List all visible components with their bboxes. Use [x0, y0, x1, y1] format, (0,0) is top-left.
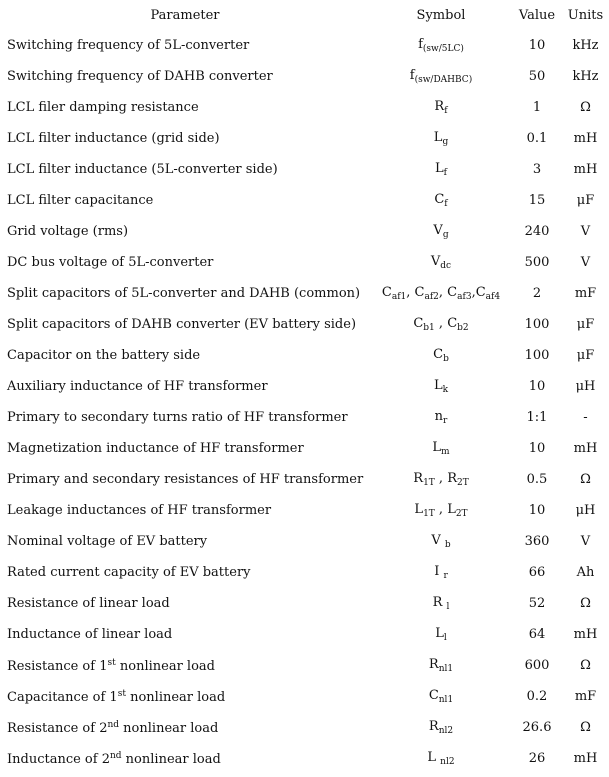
value-cell: 10	[528, 441, 546, 456]
table-row	[0, 681, 609, 712]
parameter-cell	[0, 681, 370, 712]
value-cell: 50	[528, 69, 546, 84]
symbol-base: f	[409, 68, 415, 83]
symbol-base: L	[432, 440, 442, 455]
symbol-subscript: af1	[391, 292, 407, 302]
unit-cell: Ω	[580, 658, 591, 673]
symbol-cell	[370, 92, 512, 123]
symbol-subscript: nl2	[438, 726, 454, 736]
value-cell: 66	[528, 565, 546, 580]
parameter-cell	[0, 619, 370, 650]
table-row	[0, 123, 609, 154]
symbol-cell	[370, 247, 512, 278]
symbol-base: , C	[438, 285, 458, 300]
parameter-text: Rated current capacity of EV battery	[7, 565, 251, 580]
symbol-base: C	[413, 316, 424, 331]
unit-cell: Ω	[580, 720, 591, 735]
value-cell: 3	[532, 162, 542, 177]
table-row	[0, 30, 609, 61]
value-cell: 0.5	[526, 472, 548, 487]
unit-cell: kHz	[572, 38, 599, 53]
symbol-cell	[370, 743, 512, 774]
parameter-text: DC bus voltage of 5L-converter	[7, 255, 214, 270]
symbol-subscript: k	[442, 385, 449, 395]
symbol-base: V	[433, 223, 443, 238]
header-value: Value	[518, 7, 556, 23]
table-row	[0, 278, 609, 309]
parameter-cell	[0, 247, 370, 278]
table-row	[0, 495, 609, 526]
header-symbol: Symbol	[416, 7, 466, 23]
value-cell: 100	[524, 317, 550, 332]
value-cell: 10	[528, 38, 546, 53]
value-cell: 10	[528, 379, 546, 394]
parameter-cell	[0, 402, 370, 433]
parameter-cell	[0, 154, 370, 185]
ordinal-suffix: nd	[109, 750, 122, 761]
symbol-base: L	[427, 750, 441, 765]
parameter-cell	[0, 743, 370, 774]
parameter-cell	[0, 557, 370, 588]
symbol-cell	[370, 619, 512, 650]
symbol-subscript: l	[446, 602, 450, 612]
parameter-cell	[0, 309, 370, 340]
parameter-text: Resistance of linear load	[7, 596, 170, 611]
table-row	[0, 464, 609, 495]
parameter-text: LCL filter inductance (5L-converter side)	[7, 162, 278, 177]
value-cell: 240	[524, 224, 550, 239]
value-cell: 64	[528, 627, 546, 642]
symbol-subscript: (sw/5LC)	[422, 44, 464, 54]
parameter-text: nonlinear load	[115, 658, 215, 674]
symbol-cell	[370, 154, 512, 185]
symbol-subscript: 2T	[456, 478, 469, 488]
symbol-subscript: 2T	[455, 509, 468, 519]
value-cell: 10	[528, 503, 546, 518]
symbol-base: V	[430, 254, 441, 269]
symbol-cell	[370, 309, 512, 340]
table-row	[0, 650, 609, 681]
symbol-cell	[370, 402, 512, 433]
ordinal-suffix: st	[117, 688, 126, 699]
symbol-cell	[370, 433, 512, 464]
header-parameter: Parameter	[150, 7, 220, 23]
symbol-cell	[370, 650, 512, 681]
symbol-subscript: g	[442, 230, 449, 240]
unit-cell: mF	[574, 689, 597, 704]
parameter-text: LCL filter capacitance	[7, 193, 154, 208]
value-cell: 26	[528, 751, 546, 766]
symbol-subscript: f	[443, 168, 447, 178]
table-row	[0, 247, 609, 278]
table-row	[0, 309, 609, 340]
symbol-subscript: f	[444, 106, 448, 116]
header-row	[0, 0, 609, 30]
unit-cell: mH	[573, 441, 598, 456]
table-body	[0, 30, 609, 774]
symbol-subscript: m	[441, 447, 450, 457]
symbol-cell	[370, 464, 512, 495]
symbol-base: L	[435, 161, 444, 176]
parameter-text: Primary to secondary turns ratio of HF transformer	[7, 410, 348, 425]
parameter-cell	[0, 433, 370, 464]
parameter-text: Capacitance of 1	[7, 689, 118, 705]
unit-cell: Ω	[580, 100, 591, 115]
parameter-cell	[0, 464, 370, 495]
symbol-subscript: l	[443, 633, 447, 643]
parameter-cell	[0, 712, 370, 743]
symbol-base: R	[434, 99, 445, 114]
unit-cell: μF	[576, 348, 595, 363]
symbol-base: I	[434, 564, 444, 579]
ordinal-suffix: st	[107, 657, 116, 668]
parameter-cell	[0, 340, 370, 371]
symbol-subscript: 1T	[423, 509, 435, 519]
unit-cell: μF	[576, 317, 595, 332]
table-row	[0, 588, 609, 619]
table-row	[0, 92, 609, 123]
symbol-subscript: f	[444, 199, 448, 209]
parameter-text: Leakage inductances of HF transformer	[7, 503, 272, 518]
parameter-cell	[0, 278, 370, 309]
value-cell: 500	[524, 255, 550, 270]
parameter-cell	[0, 92, 370, 123]
symbol-subscript: (sw/DAHBC)	[414, 75, 473, 85]
symbol-base: n	[434, 409, 444, 424]
value-cell: 1	[532, 100, 542, 115]
value-cell: 2	[532, 286, 542, 301]
unit-cell: mH	[573, 162, 598, 177]
symbol-base: R	[428, 719, 439, 734]
symbol-cell	[370, 278, 512, 309]
unit-cell: mH	[573, 627, 598, 642]
symbol-base: , R	[434, 471, 457, 486]
symbol-base: R	[432, 595, 447, 610]
symbol-cell	[370, 557, 512, 588]
value-cell: 0.2	[526, 689, 548, 704]
parameter-text: Nominal voltage of EV battery	[7, 534, 208, 549]
parameter-text: LCL filer damping resistance	[7, 100, 199, 115]
symbol-cell	[370, 123, 512, 154]
parameter-text: nonlinear load	[119, 720, 219, 736]
parameter-text: Resistance of 1	[7, 658, 108, 674]
ordinal-suffix: nd	[107, 719, 120, 730]
parameter-text: Switching frequency of 5L-converter	[7, 38, 250, 53]
symbol-cell	[370, 216, 512, 247]
symbol-base: C	[428, 688, 439, 703]
symbol-cell	[370, 371, 512, 402]
parameter-cell	[0, 650, 370, 681]
symbol-subscript: b	[444, 540, 451, 550]
table-row	[0, 619, 609, 650]
symbol-base: L	[433, 378, 443, 393]
parameter-cell	[0, 61, 370, 92]
value-cell: 1:1	[526, 410, 548, 425]
parameter-cell	[0, 588, 370, 619]
symbol-base: f	[418, 37, 423, 52]
symbol-cell	[370, 712, 512, 743]
parameter-text: Magnetization inductance of HF transformer	[7, 441, 304, 456]
unit-cell: V	[580, 534, 591, 549]
symbol-cell	[370, 340, 512, 371]
parameter-text: Split capacitors of DAHB converter (EV battery side)	[7, 317, 357, 332]
unit-cell: mF	[574, 286, 597, 301]
symbol-subscript: r	[443, 571, 448, 581]
table-row	[0, 216, 609, 247]
symbol-subscript: nl1	[438, 664, 454, 674]
symbol-subscript: 1T	[423, 478, 435, 488]
symbol-cell	[370, 185, 512, 216]
parameter-text: Capacitor on the battery side	[7, 348, 201, 363]
parameter-text: Inductance of linear load	[7, 627, 173, 642]
parameter-cell	[0, 526, 370, 557]
unit-cell: Ω	[580, 596, 591, 611]
table-row	[0, 371, 609, 402]
parameter-cell	[0, 216, 370, 247]
symbol-subscript: b	[443, 354, 449, 364]
unit-cell: kHz	[572, 69, 599, 84]
unit-cell: μF	[576, 193, 595, 208]
parameter-text: Switching frequency of DAHB converter	[7, 69, 273, 84]
symbol-subscript: g	[442, 137, 449, 147]
symbol-subscript: af3	[457, 292, 472, 302]
symbol-base: L	[435, 626, 444, 641]
table-row	[0, 712, 609, 743]
parameter-cell	[0, 30, 370, 61]
value-cell: 100	[524, 348, 550, 363]
table-row	[0, 526, 609, 557]
unit-cell: -	[583, 410, 588, 425]
table-row	[0, 61, 609, 92]
symbol-base: C	[433, 347, 444, 362]
parameter-cell	[0, 123, 370, 154]
symbol-base: C	[381, 285, 392, 300]
parameter-text: Resistance of 2	[7, 720, 108, 736]
parameter-text: Grid voltage (rms)	[7, 224, 129, 239]
table-row	[0, 433, 609, 464]
parameter-text: Auxiliary inductance of HF transformer	[7, 379, 268, 394]
value-cell: 0.1	[526, 131, 548, 146]
parameter-text: Inductance of 2	[7, 751, 110, 767]
table-row	[0, 185, 609, 216]
table-row	[0, 402, 609, 433]
parameter-cell	[0, 185, 370, 216]
symbol-subscript: nl1	[438, 695, 454, 705]
unit-cell: Ω	[580, 472, 591, 487]
symbol-subscript: b1	[423, 323, 435, 333]
symbol-base: R	[428, 657, 439, 672]
symbol-subscript: af4	[485, 292, 501, 302]
parameter-text: LCL filter inductance (grid side)	[7, 131, 220, 146]
unit-cell: mH	[573, 131, 598, 146]
symbol-cell	[370, 588, 512, 619]
symbol-cell	[370, 30, 512, 61]
symbol-subscript: b2	[457, 323, 469, 333]
value-cell: 15	[528, 193, 546, 208]
symbol-subscript: r	[443, 416, 448, 426]
symbol-base: , L	[434, 502, 456, 517]
parameter-text: Primary and secondary resistances of HF transformer	[7, 472, 364, 487]
table-row	[0, 154, 609, 185]
symbol-base: , C	[406, 285, 425, 300]
symbol-base: R	[413, 471, 424, 486]
symbol-base: L	[433, 130, 443, 145]
symbol-base: L	[414, 502, 424, 517]
header-units: Units	[567, 7, 604, 23]
parameter-cell	[0, 495, 370, 526]
unit-cell: μH	[575, 379, 596, 394]
symbol-cell	[370, 526, 512, 557]
symbol-base: , C	[434, 316, 458, 331]
unit-cell: μH	[575, 503, 596, 518]
symbol-subscript: af2	[424, 292, 439, 302]
symbol-subscript: dc	[440, 261, 452, 271]
parameter-text: nonlinear load	[125, 689, 226, 705]
parameter-text: Split capacitors of 5L-converter and DAHB (common)	[7, 286, 361, 301]
parameter-cell	[0, 371, 370, 402]
value-cell: 360	[524, 534, 550, 549]
value-cell: 26.6	[522, 720, 552, 735]
symbol-base: V	[431, 533, 445, 548]
unit-cell: V	[580, 255, 591, 270]
symbol-cell	[370, 681, 512, 712]
symbol-cell	[370, 495, 512, 526]
symbol-cell	[370, 61, 512, 92]
value-cell: 600	[524, 658, 550, 673]
unit-cell: mH	[573, 751, 598, 766]
unit-cell: Ah	[576, 565, 595, 580]
table-row	[0, 743, 609, 774]
parameter-text: nonlinear load	[121, 751, 221, 767]
table-row	[0, 340, 609, 371]
value-cell: 52	[528, 596, 546, 611]
symbol-subscript: nl2	[440, 757, 455, 767]
table-row	[0, 557, 609, 588]
symbol-base: ,C	[471, 285, 486, 300]
symbol-base: C	[434, 192, 445, 207]
table-header	[0, 0, 609, 30]
unit-cell: V	[580, 224, 591, 239]
